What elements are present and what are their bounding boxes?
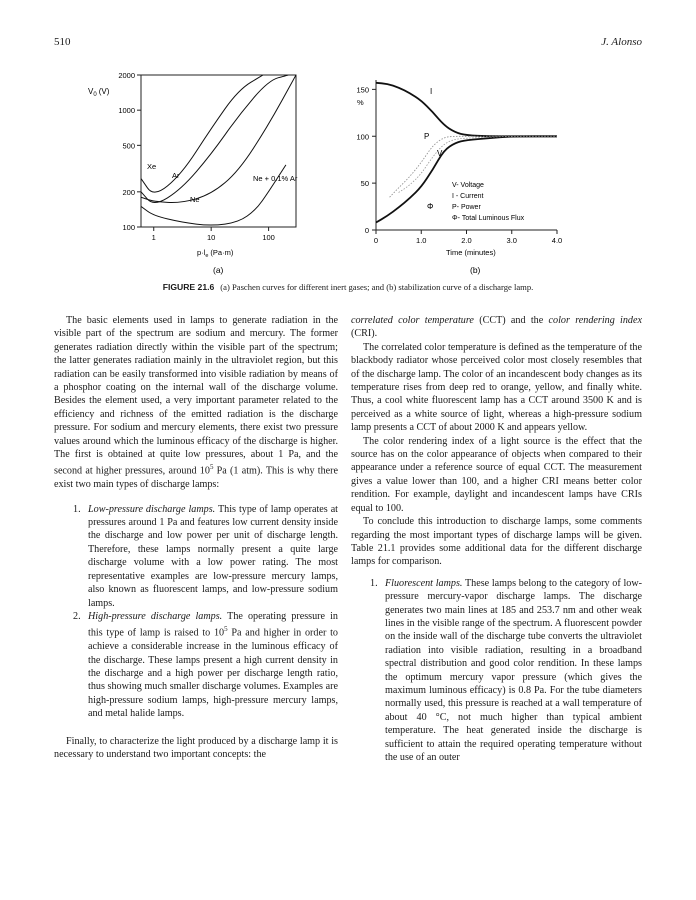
panel-b-x-title: Time (minutes) <box>446 248 496 257</box>
paschen-curve-xe <box>141 75 263 192</box>
figure-svg <box>0 66 696 275</box>
a-xtick-label: 100 <box>262 233 275 242</box>
panel-b-legend <box>452 182 525 222</box>
paschen-curve-ne <box>141 75 296 203</box>
a-ytick-label: 100 <box>122 223 135 232</box>
stabilization-curve-i <box>376 83 557 137</box>
label-xe: Xe <box>147 162 157 171</box>
legend-luminous-flux: Φ- Total Luminous Flux <box>452 215 525 222</box>
caption-label: FIGURE 21.6 <box>162 282 215 292</box>
label-ne-ar-mix: Ne + 0.1% Ar <box>253 174 298 183</box>
panel-a-label: (a) <box>213 265 224 275</box>
list-item-low-pressure: 1. Low-pressure discharge lamps. This type of lamp operates at pressures around 1 Pa and features low current density inside the discharge and low power per unit of discharge length. Therefore, these lamps normally present a quite large discharge volume with a low power rating. The most representative examples are low-pressure mercury lamps, also known as fluorescent lamps, and low-pressure sodium lamps. <box>73 503 338 609</box>
legend-voltage: V- Voltage <box>452 182 484 189</box>
curve-label-p: P <box>424 132 430 141</box>
a-ytick-label: 1000 <box>118 106 135 116</box>
panel-b-y-unit: % <box>357 98 364 107</box>
right-column <box>351 314 642 764</box>
legend-power: P- Power <box>452 204 481 211</box>
lamp-types-list <box>73 503 338 721</box>
panel-a-curves <box>141 75 296 225</box>
panel-a-frame <box>141 75 296 227</box>
figure-caption <box>60 282 636 292</box>
page-number: 510 <box>54 36 71 48</box>
paschen-curve-ar <box>141 75 288 202</box>
label-ar: Ar <box>172 171 180 180</box>
panel-b-x-ticks <box>374 230 562 245</box>
label-ne: Ne <box>190 195 200 204</box>
a-ytick-label: 500 <box>122 141 135 151</box>
panel-a-x-title: $p\cdot l_e$ (Pa·m) <box>197 248 234 259</box>
panel-a-y-title: $V_0$ (V) <box>88 87 110 98</box>
panel-a <box>88 71 298 275</box>
a-xtick-label: 1 <box>151 233 156 242</box>
panel-b-curves <box>376 83 557 223</box>
paragraph-discharge-elements: The basic elements used in lamps to generate radiation in the visible part of the spectrum are sodium and mercury. The former generates radiation directly within the visible part of the spectrum; the latter generates radiation mainly in the ultraviolet region, but this radiation can be easily transformed into visible radiation by means of a phosphor coating on the internal wall of the discharge volume. Besides the element used, a very important parameter related to the efficiency and richness of the emitted radiation is the discharge pressure. For sodium and mercury elements, there exist two pressure values around which the luminous efficacy of the discharge is higher. The first is obtained at quite low pressures, about 1 Pa, and the second at higher pressures, around $10^5$ Pa (1 atm). This is why there exist two main types of discharge lamps: <box>54 315 338 491</box>
panel-b-y-ticks <box>356 85 376 235</box>
b-xtick-label: 1.0 <box>416 236 427 245</box>
a-xtick-label: 10 <box>206 233 216 242</box>
discharge-lamps-list <box>370 577 643 765</box>
legend-current: I - Current <box>452 193 484 200</box>
paragraph-conclusion: To conclude this introduction to discharge lamps, some comments regarding the most important types of discharge lamps will be given. Table 21.1 provides some additional data for the different discharge lamps for comparison. <box>351 516 642 568</box>
b-xtick-label: 0 <box>373 236 379 245</box>
curve-label-i: I <box>430 87 433 96</box>
paragraph-characterize-light: Finally, to characterize the light produced by a discharge lamp it is necessary to understand two important concepts: the <box>54 735 338 760</box>
panel-b-label: (b) <box>470 265 481 275</box>
list-item-high-pressure: 2. High-pressure discharge lamps. The operating pressure in this type of lamp is raised to $10^5$ Pa and higher in order to achieve a considerable increase in the luminous efficacy of the discharge. These lamps present a high current density in the discharge and a high power per discharge length ratio, thus showing much smaller discharge volumes. Examples are high-pressure sodium lamps, high-pressure mercury lamps, and metal halide lamps. <box>73 610 338 720</box>
paragraph-cct-definition: The correlated color temperature is defined as the temperature of the blackbody radiator whose perceived color most closely resembles that of the discharge lamp. The color of an incandescent body changes as its temperature rises from deep red to orange, yellow, and finally white. Thus, a cool white fluorescent lamp has a CCT around 3500 K and is perceived as a white source of light, whereas a high-pressure sodium lamp presents a CCT of about 2000 K and appears yellow. <box>351 341 642 434</box>
left-column <box>54 314 338 761</box>
a-ytick-label: 200 <box>122 187 135 197</box>
b-xtick-label: 2.0 <box>461 236 472 245</box>
panel-b <box>356 80 562 275</box>
curve-label-phi: Φ <box>427 202 434 211</box>
paragraph-cct-cri: correlated color temperature (CCT) and the color rendering index (CRI). <box>351 315 642 340</box>
b-ytick-label: 0 <box>364 226 369 235</box>
panel-a-x-ticks <box>152 227 275 242</box>
b-xtick-label: 4.0 <box>551 236 563 245</box>
curve-label-v: V <box>437 149 443 158</box>
b-ytick-label: 50 <box>360 179 369 189</box>
b-xtick-label: 3.0 <box>506 236 517 245</box>
paragraph-cri-definition: The color rendering index of a light source is the effect that the source has on the color appearance of objects when compared to their appearance under a reference source of equal CCT. The measurement gives a value lower than 100, and a higher CRI means better color rendition. For example, daylight and incandescent lamps have CRIs equal to 100. <box>351 435 642 514</box>
running-header-author: J. Alonso <box>601 36 642 48</box>
b-ytick-label: 150 <box>356 85 369 95</box>
figure-21-6 <box>0 66 696 275</box>
caption-text: (a) Paschen curves for different inert gases; and (b) stabilization curve of a discharge lamp. <box>220 282 534 292</box>
list-item-fluorescent: 1. Fluorescent lamps. These lamps belong to the category of low-pressure mercury-vapor discharge lamps. The discharge generates two main lines at 185 and 253.7 nm and other weak lines in the visible range of the spectrum. A fluorescent powder on the inside wall of the discharge tube converts the ultraviolet radiation into visible radiation, resulting in a broadband spectral distribution and good color rendition. In these lamps the optimum mercury vapor pressure (which gives the maximum luminous efficacy) is 0.8 Pa. For the tube diameters normally used, this pressure is reached at a wall temperature of about 40 °C, not much higher than typical ambient temperature. The heat generated inside the discharge is sufficient to attain the required operating temperature without the use of an outer <box>370 577 643 763</box>
a-ytick-label: 2000 <box>118 71 135 80</box>
panel-a-y-ticks <box>118 71 141 232</box>
b-ytick-label: 100 <box>356 132 369 142</box>
